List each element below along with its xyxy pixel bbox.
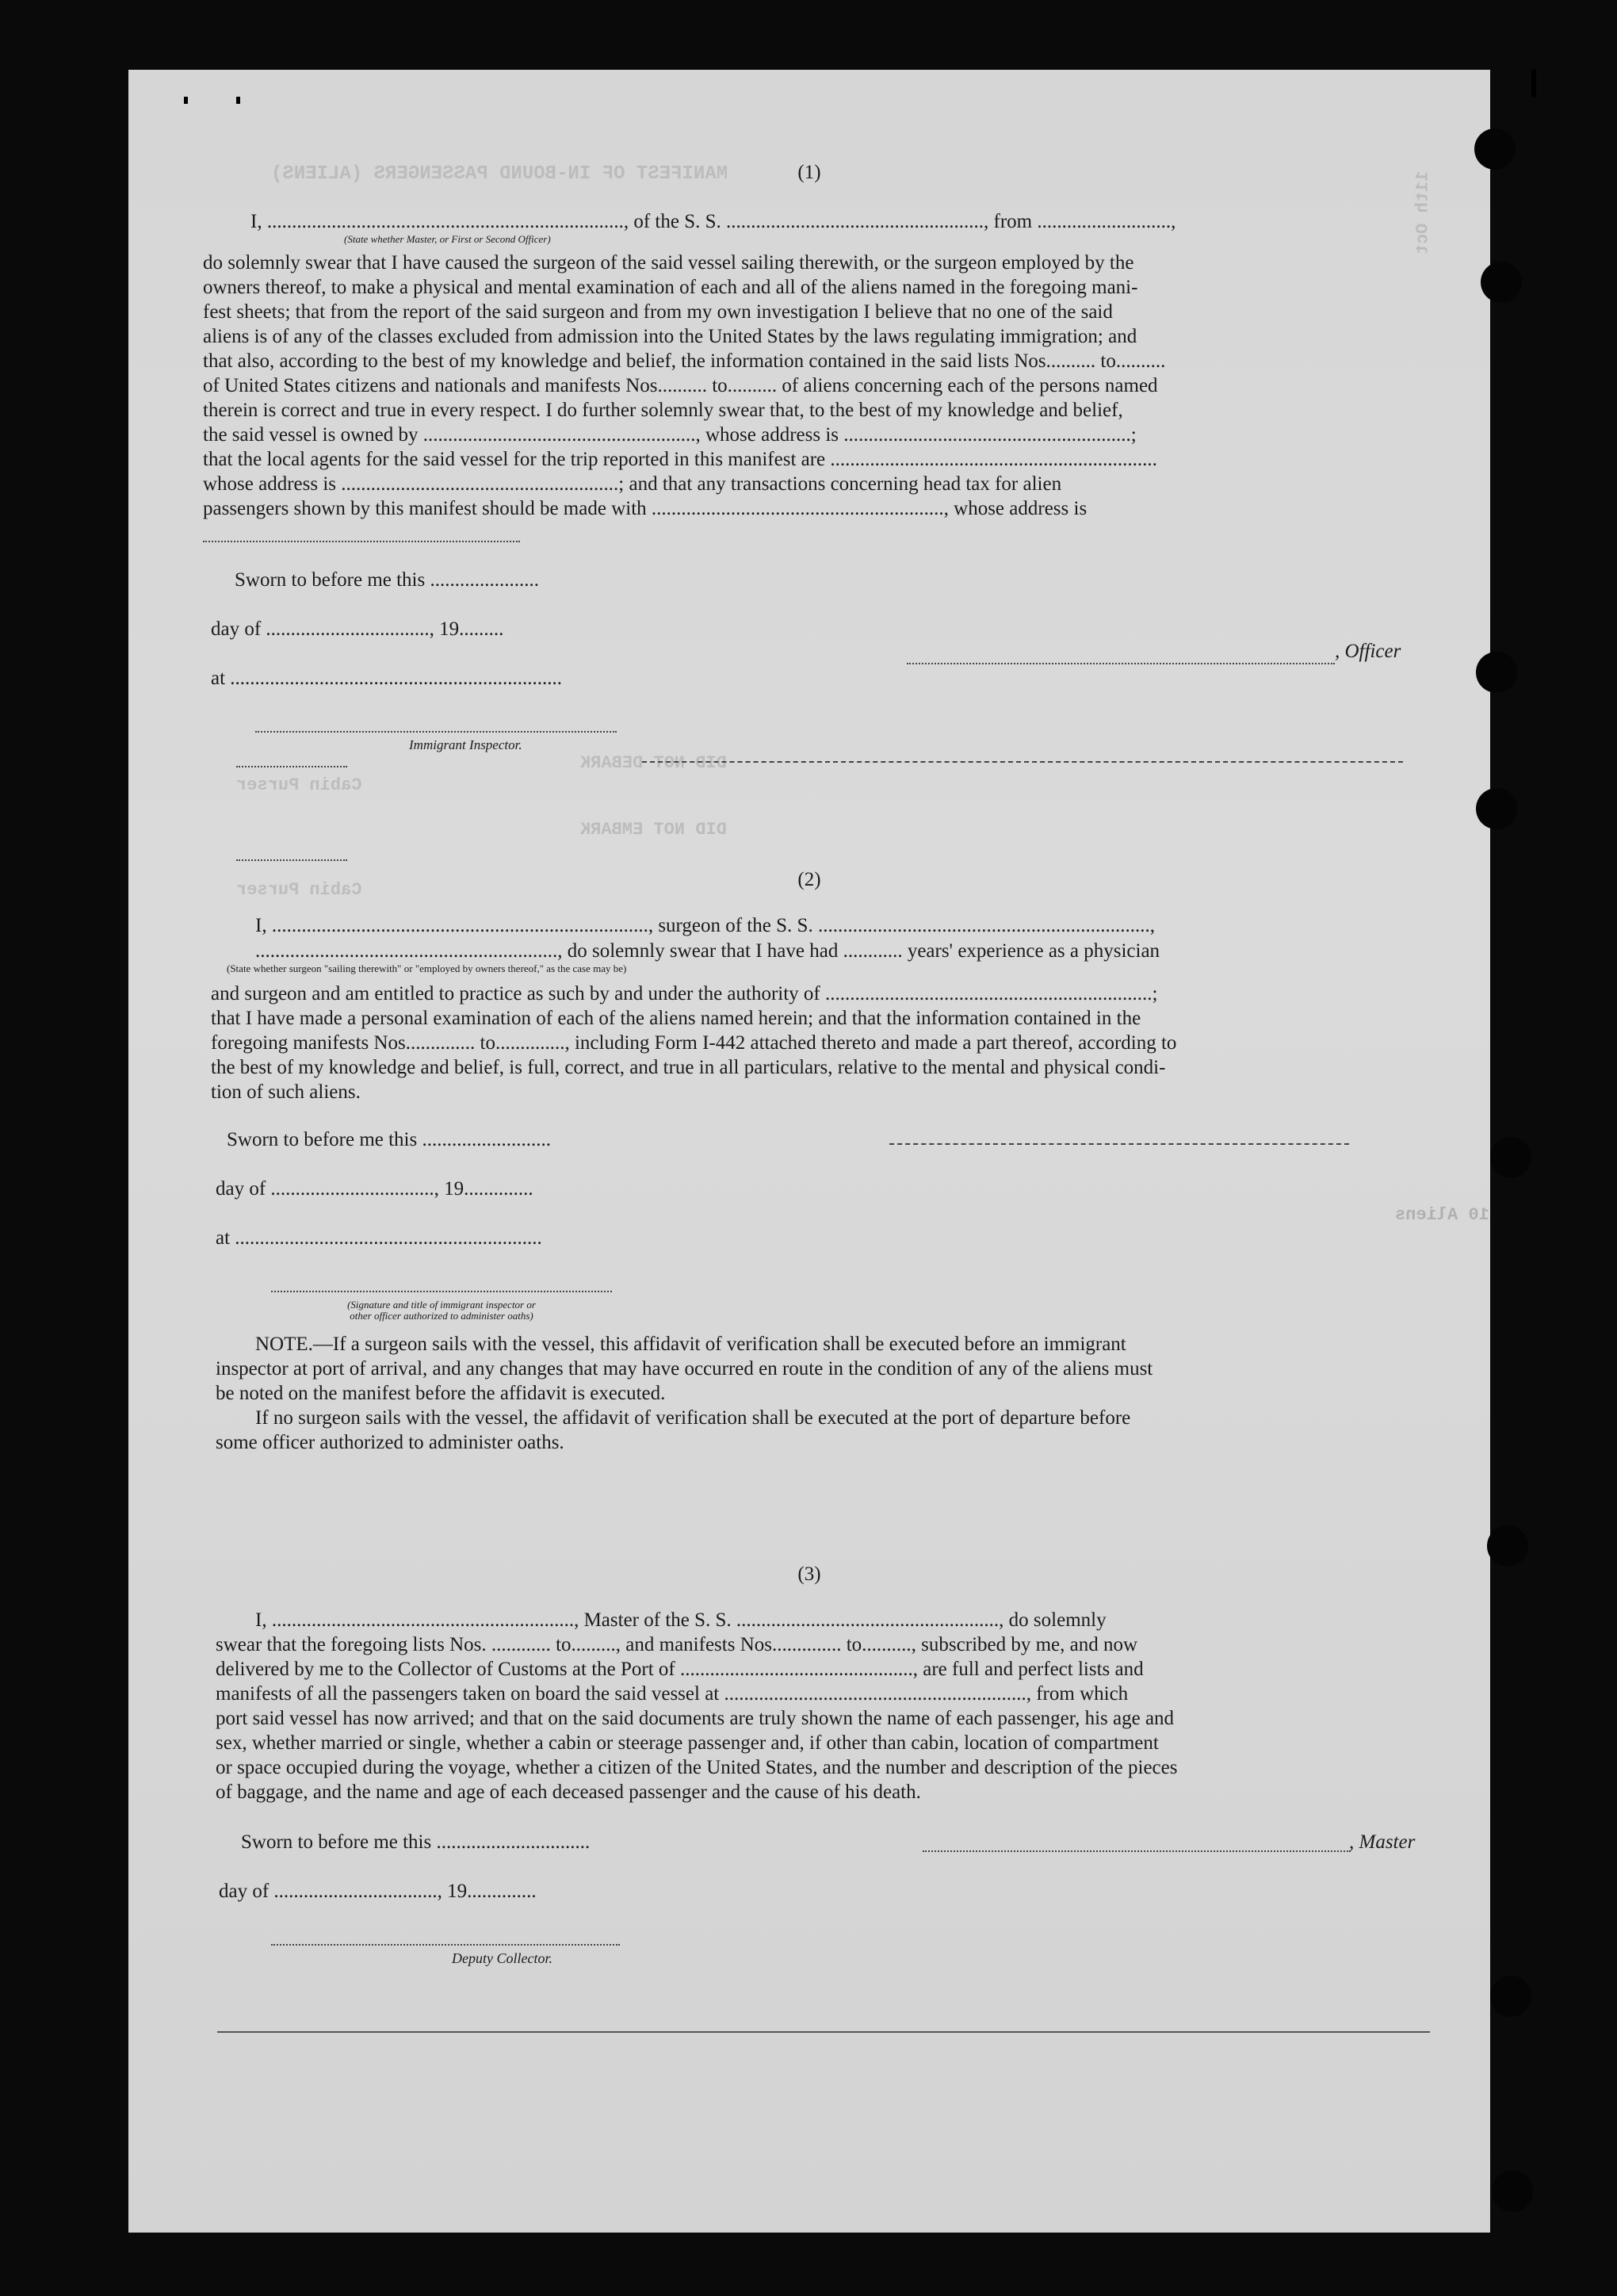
section-1-line-3: owners thereof, to make a physical and mental examination of each and all of the aliens named in the foregoing mani- [203,277,1138,298]
section-1-line-11: whose address is ........................................................; and that any transactions concerning head tax for alien [203,473,1062,495]
master-label: , Master [1349,1831,1416,1853]
section-1-sworn: Sworn to before me this ...................... [235,569,539,591]
note-line-2: inspector at port of arrival, and any changes that may have occurred en route in the condition of any of the aliens must [216,1358,1153,1380]
bleed-through-stamp-2: Cabin Purser [236,775,362,795]
master-signature-line [923,1850,1351,1852]
note-line-5: some officer authorized to administer oaths. [216,1432,564,1453]
section-2-line-2: ............................................................., do solemnly swear that I have had ............ years' experience as a physician [255,940,1160,962]
officer-signature-line [907,663,1335,664]
bleed-through-date: 11th Oct [1412,170,1433,255]
surgeon-note: (State whether surgeon "sailing therewith" or "employed by owners thereof," as the case may be) [227,962,627,974]
note-line-1: NOTE.—If a surgeon sails with the vessel, this affidavit of verification shall be executed before an immigrant [255,1334,1126,1355]
section-1-divider-left [236,766,347,767]
section-2-line-7: tion of such aliens. [211,1081,361,1103]
section-1-line-4: fest sheets; that from the report of the said surgeon and from my own investigation I believe that no one of the said [203,301,1113,323]
signature-note-line-1: (Signature and title of immigrant inspector or [347,1299,536,1311]
punch-hole [1492,2171,1533,2212]
section-3-line-3: delivered by me to the Collector of Customs at the Port of ..............................................., are full and perfect lists and [216,1659,1144,1680]
section-1-line-1: I, ........................................................................, of the S. S. ...................................................., from ..........................., [250,211,1176,232]
inspector-signature-line [255,731,617,733]
section-1-line-7: of United States citizens and nationals and manifests Nos.......... to.......... of aliens concerning each of the persons named [203,375,1158,396]
signature-note-line-2: other officer authorized to administer oaths) [350,1310,533,1322]
manifest-page [128,70,1490,2233]
punch-hole [1476,652,1517,693]
section-1-divider-right [642,761,1403,763]
section-2-day-of: day of ................................., 19.............. [216,1178,533,1200]
section-1-number: (1) [797,162,821,183]
bleed-through-stamp-3: DID NOT EMBARK [580,820,727,840]
deputy-collector-label: Deputy Collector. [452,1950,552,1966]
section-2-line-6: the best of my knowledge and belief, is full, correct, and true in all particulars, relative to the mental and physical condi- [211,1057,1166,1078]
deputy-signature-line [271,1944,620,1946]
punch-hole [1481,262,1522,303]
section-1-line-5: aliens is of any of the classes excluded from admission into the United States by the laws regulating immigration; and [203,326,1137,347]
section-3-line-2: swear that the foregoing lists Nos. ............ to........., and manifests Nos.............. to.........., subscribed by me, and now [216,1634,1138,1655]
section-2-line-1: I, ............................................................................, surgeon of the S. S. ..................................................................., [255,915,1155,936]
section-3-line-8: of baggage, and the name and age of each deceased passenger and the cause of his death. [216,1781,921,1803]
surgeon-signature-line [889,1143,1349,1145]
section-3-sworn: Sworn to before me this ............................... [241,1831,591,1853]
section-2-line-5: foregoing manifests Nos.............. to.............., including Form I-442 attached thereto and made a part thereof, according to [211,1032,1177,1054]
bleed-through-stamp-4: Cabin Purser [236,880,362,900]
section-3-line-6: sex, whether married or single, whether a cabin or steerage passenger and, if other than cabin, location of compartment [216,1732,1159,1754]
section-2-sworn: Sworn to before me this .......................... [227,1129,551,1150]
punch-hole [1490,1976,1531,2017]
punch-hole [1474,128,1516,170]
bleed-through-stamp-1: DID NOT DEBARK [580,753,727,773]
section-3-day-of: day of ................................., 19.............. [219,1881,537,1902]
section-3-number: (3) [797,1563,821,1585]
note-line-3: be noted on the manifest before the affidavit is executed. [216,1383,666,1404]
section-3-line-4: manifests of all the passengers taken on board the said vessel at ............................................................., from which [216,1683,1129,1705]
section-2-line-4: that I have made a personal examination of each of the aliens named herein; and that the information contained in the [211,1008,1141,1029]
note-line-4: If no surgeon sails with the vessel, the affidavit of verification shall be executed at the port of departure before [255,1407,1131,1429]
section-1-line-9: the said vessel is owned by ......................................................., whose address is ..........................................................; [203,424,1137,446]
authorized-officer-signature-line [271,1291,612,1292]
section-3-line-1: I, ............................................................., Master of the S. S. ....................................................., do solemnly [255,1609,1107,1631]
section-1-divider-left-2 [236,859,347,861]
section-3-line-7: or space occupied during the voyage, whether a citizen of the United States, and the number and description of the pieces [216,1757,1178,1778]
section-1-line-8: therein is correct and true in every respect. I do further solemnly swear that, to the best of my knowledge and belief, [203,400,1123,421]
officer-note: (State whether Master, or First or Second Officer) [344,233,551,245]
section-1-day-of: day of ................................., 19......... [211,618,504,640]
bleed-through-header: MANIFEST OF IN-BOUND PASSENGERS (ALIENS) [271,163,728,185]
punch-hole [1476,788,1517,829]
section-2-line-3: and surgeon and am entitled to practice as such by and under the authority of ..................................................................; [211,983,1158,1004]
bleed-through-stamp-5: 10 Aliens [1395,1205,1489,1225]
address-continuation-line [203,541,520,542]
section-2-number: (2) [797,869,821,890]
section-3-line-5: port said vessel has now arrived; and that on the said documents are truly shown the name of each passenger, his age and [216,1708,1175,1729]
section-1-at: at ................................................................... [211,668,563,689]
punch-hole [1487,1525,1528,1567]
section-1-line-6: that also, according to the best of my knowledge and belief, the information contained in the said lists Nos.......... to.......... [203,350,1166,372]
section-2-at: at .............................................................. [216,1227,542,1249]
section-1-line-2: do solemnly swear that I have caused the surgeon of the said vessel sailing therewith, or the surgeon employed by the [203,252,1134,274]
scan-mark [184,97,188,104]
section-1-line-10: that the local agents for the said vessel for the trip reported in this manifest are .................................................................. [203,449,1157,470]
section-1-line-12: passengers shown by this manifest should be made with ..........................................................., whose address is [203,498,1088,519]
inspector-label: Immigrant Inspector. [409,737,522,752]
punch-hole [1490,1137,1531,1178]
bottom-rule [217,2031,1430,2033]
officer-label: , Officer [1335,641,1401,662]
scan-mark [236,97,240,104]
scan-mark [1531,70,1536,97]
